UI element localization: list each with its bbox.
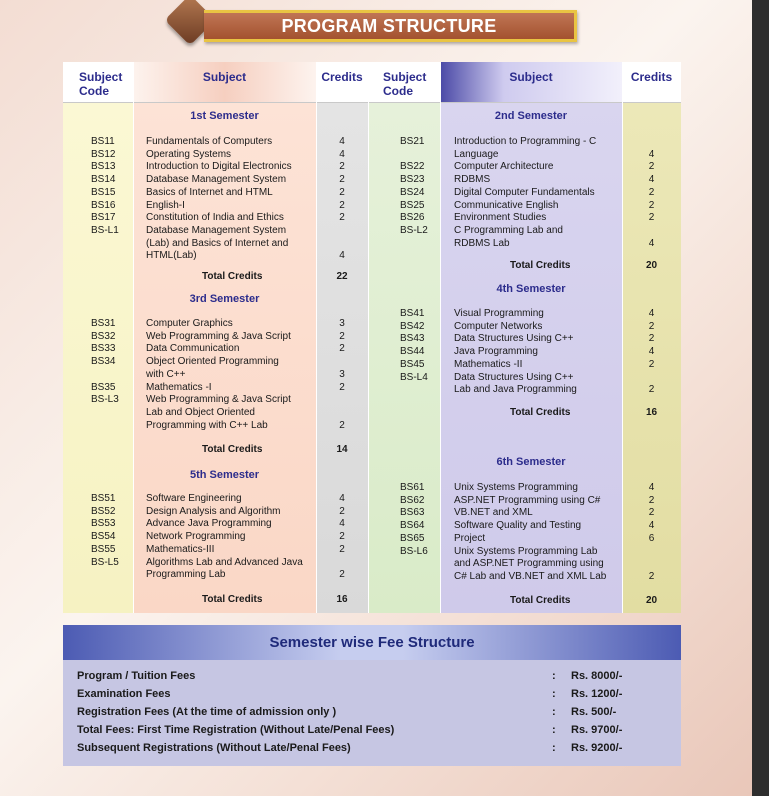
header-credits-left: Credits xyxy=(321,70,363,84)
fee-label: Examination Fees xyxy=(77,688,171,700)
total-credits-label: Total Credits xyxy=(510,595,571,606)
fee-label: Program / Tuition Fees xyxy=(77,670,196,682)
viewer-edge xyxy=(752,0,769,796)
semester-subjects: Computer Graphics Web Programming & Java Script Data Communication Object Oriented Programming with C++ Mathematics -I Web Programming & Java Script Lab and Object Oriented Programming with C++ Lab xyxy=(146,318,291,431)
fee-separator: : xyxy=(552,670,556,682)
total-credits-label: Total Credits xyxy=(510,407,571,418)
fee-separator: : xyxy=(552,706,556,718)
header-divider xyxy=(63,102,681,103)
semester-codes: BS51 BS52 BS53 BS54 BS55 BS-L5 xyxy=(91,493,119,568)
fee-row xyxy=(77,670,677,688)
header-subject-code-right: Subject Code xyxy=(383,70,427,98)
semester-credits: 4 2 4 2 2 2 xyxy=(339,493,345,581)
total-credits-value: 16 xyxy=(336,594,348,605)
semester-title: 1st Semester xyxy=(190,110,259,122)
semester-title: 2nd Semester xyxy=(494,110,568,122)
fee-separator: : xyxy=(552,724,556,736)
header-subject-left: Subject xyxy=(202,70,247,84)
fee-row xyxy=(77,688,677,706)
semester-subjects: Introduction to Programming - C Language Computer Architecture RDBMS Digital Computer Fundamentals Communicative English Environment Studies C Programming Lab and RDBMS Lab xyxy=(454,136,597,249)
semester-title: 6th Semester xyxy=(496,456,566,468)
semester-credits: 4 2 4 2 2 2 4 xyxy=(648,148,655,249)
semester-codes: BS31 BS32 BS33 BS34 BS35 BS-L3 xyxy=(91,318,119,406)
total-credits-value: 20 xyxy=(645,595,658,606)
fee-label: Registration Fees (At the time of admission only ) xyxy=(77,706,337,718)
program-structure-table xyxy=(63,62,681,613)
semester-codes: BS21 BS22 BS23 BS24 BS25 BS26 BS-L2 xyxy=(400,136,428,236)
total-credits-label: Total Credits xyxy=(202,444,263,455)
semester-credits: 4 4 2 2 2 2 2 4 xyxy=(339,136,345,262)
semester-codes: BS41 BS42 BS43 BS44 BS45 BS-L4 xyxy=(400,308,428,383)
semester-credits: 4 2 2 4 2 2 xyxy=(648,308,655,396)
fee-label: Total Fees: First Time Registration (Without Late/Penal Fees) xyxy=(77,724,395,736)
fee-row xyxy=(77,706,677,724)
fee-amount: Rs. 500/- xyxy=(571,706,617,718)
page-title: PROGRAM STRUCTURE xyxy=(204,10,577,42)
total-credits-label: Total Credits xyxy=(202,271,263,282)
fee-label: Subsequent Registrations (Without Late/Penal Fees) xyxy=(77,742,351,754)
column-divider xyxy=(368,62,369,613)
semester-subjects: Unix Systems Programming ASP.NET Programming using C# VB.NET and XML Software Quality and Testing Project Unix Systems Programming Lab and ASP.NET Programming using C# Lab and VB.NET and XML Lab xyxy=(454,482,607,582)
fee-structure-title: Semester wise Fee Structure xyxy=(63,625,681,660)
semester-subjects: Visual Programming Computer Networks Data Structures Using C++ Java Programming Mathematics -II Data Structures Using C++ Lab and Java Programming xyxy=(454,308,577,396)
column-divider xyxy=(440,62,441,613)
total-credits-label: Total Credits xyxy=(510,260,571,271)
semester-subjects: Fundamentals of Computers Operating Systems Introduction to Digital Electronics Database Management System Basics of Internet and HTML English-I Constitution of India and Ethics Database Management System (Lab) and Basics of Internet and HTML(Lab) xyxy=(146,136,292,262)
fee-separator: : xyxy=(552,688,556,700)
column-divider xyxy=(133,62,134,613)
total-credits-value: 22 xyxy=(336,271,348,282)
header-credits-right: Credits xyxy=(630,70,673,84)
fee-row xyxy=(77,742,677,760)
semester-subjects: Software Engineering Design Analysis and Algorithm Advance Java Programming Network Programming Mathematics-III Algorithms Lab and Advanced Java Programming Lab xyxy=(146,493,303,581)
fee-amount: Rs. 9200/- xyxy=(571,742,623,754)
fee-row xyxy=(77,724,677,742)
fee-separator: : xyxy=(552,742,556,754)
total-credits-label: Total Credits xyxy=(202,594,263,605)
header-subject-right: Subject xyxy=(509,70,553,84)
semester-codes: BS61 BS62 BS63 BS64 BS65 BS-L6 xyxy=(400,482,428,557)
header-subject-code-left: Subject Code xyxy=(79,70,123,98)
semester-title: 4th Semester xyxy=(496,283,566,295)
total-credits-value: 16 xyxy=(645,407,658,418)
semester-credits: 4 2 2 4 6 2 xyxy=(648,482,655,582)
title-banner xyxy=(162,0,582,48)
semester-credits: 3 2 2 3 2 2 xyxy=(339,318,345,431)
total-credits-value: 20 xyxy=(645,260,658,271)
fee-amount: Rs. 8000/- xyxy=(571,670,623,682)
semester-title: 3rd Semester xyxy=(189,293,260,305)
semester-codes: BS11 BS12 BS13 BS14 BS15 BS16 BS17 BS-L1 xyxy=(91,136,119,236)
fee-amount: Rs. 9700/- xyxy=(571,724,623,736)
fee-amount: Rs. 1200/- xyxy=(571,688,623,700)
semester-title: 5th Semester xyxy=(189,469,260,481)
fee-structure-table xyxy=(63,660,681,766)
total-credits-value: 14 xyxy=(336,444,348,455)
